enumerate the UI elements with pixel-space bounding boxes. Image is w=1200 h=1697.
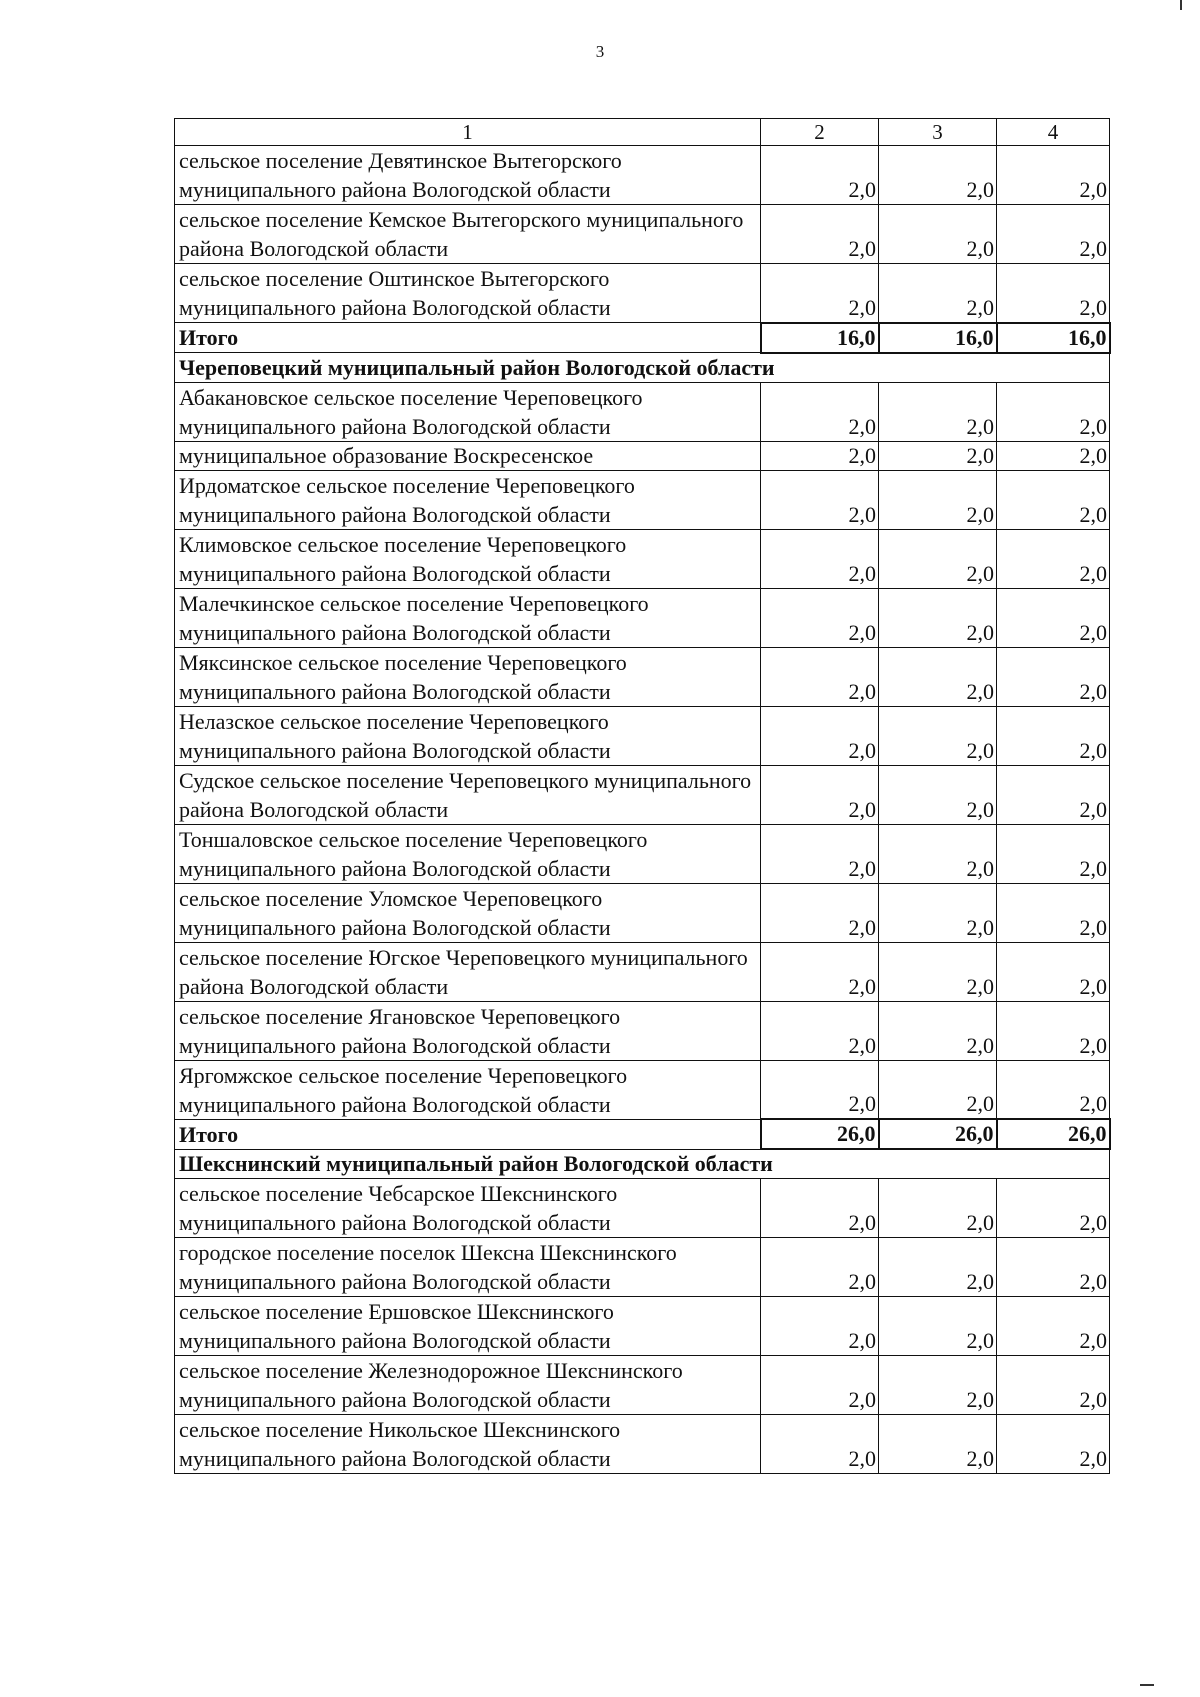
value-col-3: 2,0: [879, 588, 997, 647]
table-row: [175, 1356, 1110, 1415]
value-col-2: 2,0: [761, 529, 879, 588]
settlement-name: Мяксинское сельское поселение Череповецкого муниципального района Вологодской области: [175, 647, 761, 706]
allocation-table-body: [175, 119, 1110, 1474]
settlement-name: сельское поселение Железнодорожное Шекснинского муниципального района Вологодской области: [175, 1356, 761, 1415]
value-col-4: 2,0: [997, 765, 1110, 824]
settlement-name: сельское поселение Девятинское Вытегорского муниципального района Вологодской области: [175, 146, 761, 205]
value-col-4: 2,0: [997, 706, 1110, 765]
header-cell-3: 3: [879, 119, 997, 146]
settlement-name: сельское поселение Ершовское Шекснинского муниципального района Вологодской области: [175, 1297, 761, 1356]
value-col-4: 2,0: [997, 942, 1110, 1001]
value-col-2: 2,0: [761, 1060, 879, 1119]
value-col-2: 16,0: [761, 323, 879, 353]
table-row: [175, 647, 1110, 706]
settlement-name: городское поселение поселок Шексна Шекснинского муниципального района Вологодской области: [175, 1238, 761, 1297]
settlement-name: Абакановское сельское поселение Череповецкого муниципального района Вологодской области: [175, 382, 761, 441]
value-col-4: 2,0: [997, 205, 1110, 264]
table-row: [175, 1238, 1110, 1297]
value-col-2: 2,0: [761, 647, 879, 706]
value-col-3: 2,0: [879, 706, 997, 765]
settlement-name: Ирдоматское сельское поселение Череповецкого муниципального района Вологодской области: [175, 470, 761, 529]
value-col-2: 26,0: [761, 1119, 879, 1149]
value-col-2: 2,0: [761, 883, 879, 942]
table-row: [175, 146, 1110, 205]
value-col-2: 2,0: [761, 1238, 879, 1297]
table-row: [175, 205, 1110, 264]
table-header-row: [175, 119, 1110, 146]
table-row: [175, 1060, 1110, 1119]
section-header-row: [175, 1149, 1110, 1179]
section-title: Череповецкий муниципальный район Вологодской области: [175, 353, 1110, 383]
value-col-4: 2,0: [997, 146, 1110, 205]
settlement-name: муниципальное образование Воскресенское: [175, 441, 761, 470]
table-row: [175, 942, 1110, 1001]
settlement-name: сельское поселение Ягановское Череповецкого муниципального района Вологодской области: [175, 1001, 761, 1060]
table-row: [175, 824, 1110, 883]
value-col-4: 2,0: [997, 1297, 1110, 1356]
table-row: [175, 1179, 1110, 1238]
value-col-2: 2,0: [761, 706, 879, 765]
value-col-2: 2,0: [761, 765, 879, 824]
settlement-name: Яргомжское сельское поселение Череповецкого муниципального района Вологодской области: [175, 1060, 761, 1119]
settlement-name: сельское поселение Чебсарское Шекснинского муниципального района Вологодской области: [175, 1179, 761, 1238]
table-row: [175, 470, 1110, 529]
value-col-4: 2,0: [997, 1415, 1110, 1474]
value-col-3: 26,0: [879, 1119, 997, 1149]
value-col-4: 26,0: [997, 1119, 1110, 1149]
value-col-3: 2,0: [879, 146, 997, 205]
table-row: [175, 1001, 1110, 1060]
value-col-4: 2,0: [997, 1060, 1110, 1119]
total-label: Итого: [175, 323, 761, 353]
value-col-4: 16,0: [997, 323, 1110, 353]
table-row: [175, 765, 1110, 824]
value-col-4: 2,0: [997, 1238, 1110, 1297]
table-row: [175, 588, 1110, 647]
header-cell-4: 4: [997, 119, 1110, 146]
value-col-4: 2,0: [997, 1356, 1110, 1415]
value-col-3: 2,0: [879, 1001, 997, 1060]
value-col-4: 2,0: [997, 883, 1110, 942]
value-col-3: 2,0: [879, 1297, 997, 1356]
value-col-4: 2,0: [997, 1179, 1110, 1238]
table-row: [175, 706, 1110, 765]
settlement-name: Тоншаловское сельское поселение Череповецкого муниципального района Вологодской области: [175, 824, 761, 883]
settlement-name: Малечкинское сельское поселение Череповецкого муниципального района Вологодской области: [175, 588, 761, 647]
value-col-3: 2,0: [879, 647, 997, 706]
value-col-2: 2,0: [761, 264, 879, 323]
settlement-name: сельское поселение Оштинское Вытегорского муниципального района Вологодской области: [175, 264, 761, 323]
value-col-3: 2,0: [879, 883, 997, 942]
value-col-4: 2,0: [997, 1001, 1110, 1060]
value-col-2: 2,0: [761, 942, 879, 1001]
value-col-3: 2,0: [879, 1356, 997, 1415]
value-col-3: 2,0: [879, 382, 997, 441]
settlement-name: сельское поселение Никольское Шекснинского муниципального района Вологодской области: [175, 1415, 761, 1474]
total-row: [175, 1119, 1110, 1149]
value-col-3: 16,0: [879, 323, 997, 353]
settlement-name: Климовское сельское поселение Череповецкого муниципального района Вологодской области: [175, 529, 761, 588]
settlement-name: сельское поселение Уломское Череповецкого муниципального района Вологодской области: [175, 883, 761, 942]
value-col-2: 2,0: [761, 1415, 879, 1474]
table-row: [175, 441, 1110, 470]
settlement-name: Судское сельское поселение Череповецкого муниципального района Вологодской области: [175, 765, 761, 824]
value-col-3: 2,0: [879, 529, 997, 588]
scan-mark-top-right: [1180, 0, 1182, 10]
page-number: 3: [595, 42, 605, 61]
table-row: [175, 529, 1110, 588]
value-col-3: 2,0: [879, 765, 997, 824]
value-col-2: 2,0: [761, 588, 879, 647]
value-col-4: 2,0: [997, 382, 1110, 441]
value-col-4: 2,0: [997, 529, 1110, 588]
value-col-3: 2,0: [879, 264, 997, 323]
settlement-name: сельское поселение Югское Череповецкого муниципального района Вологодской области: [175, 942, 761, 1001]
value-col-3: 2,0: [879, 1415, 997, 1474]
value-col-2: 2,0: [761, 205, 879, 264]
table-row: [175, 883, 1110, 942]
value-col-3: 2,0: [879, 441, 997, 470]
settlement-name: Нелазское сельское поселение Череповецкого муниципального района Вологодской области: [175, 706, 761, 765]
section-header-row: [175, 353, 1110, 383]
table-row: [175, 382, 1110, 441]
value-col-2: 2,0: [761, 1356, 879, 1415]
total-label: Итого: [175, 1119, 761, 1149]
scan-mark-bottom-right: [1140, 1684, 1154, 1686]
value-col-2: 2,0: [761, 1001, 879, 1060]
value-col-2: 2,0: [761, 382, 879, 441]
value-col-2: 2,0: [761, 146, 879, 205]
value-col-4: 2,0: [997, 824, 1110, 883]
table-row: [175, 264, 1110, 323]
value-col-3: 2,0: [879, 1179, 997, 1238]
value-col-4: 2,0: [997, 588, 1110, 647]
value-col-2: 2,0: [761, 1297, 879, 1356]
total-row: [175, 323, 1110, 353]
allocation-table: [174, 118, 1111, 1474]
table-row: [175, 1297, 1110, 1356]
value-col-4: 2,0: [997, 470, 1110, 529]
value-col-3: 2,0: [879, 824, 997, 883]
header-cell-1: 1: [175, 119, 761, 146]
value-col-2: 2,0: [761, 441, 879, 470]
value-col-4: 2,0: [997, 441, 1110, 470]
value-col-3: 2,0: [879, 205, 997, 264]
value-col-3: 2,0: [879, 1060, 997, 1119]
section-title: Шекснинский муниципальный район Вологодской области: [175, 1149, 1110, 1179]
value-col-3: 2,0: [879, 470, 997, 529]
value-col-3: 2,0: [879, 1238, 997, 1297]
value-col-4: 2,0: [997, 264, 1110, 323]
value-col-2: 2,0: [761, 1179, 879, 1238]
value-col-2: 2,0: [761, 470, 879, 529]
value-col-2: 2,0: [761, 824, 879, 883]
table-row: [175, 1415, 1110, 1474]
settlement-name: сельское поселение Кемское Вытегорского муниципального района Вологодской области: [175, 205, 761, 264]
header-cell-2: 2: [761, 119, 879, 146]
value-col-4: 2,0: [997, 647, 1110, 706]
value-col-3: 2,0: [879, 942, 997, 1001]
